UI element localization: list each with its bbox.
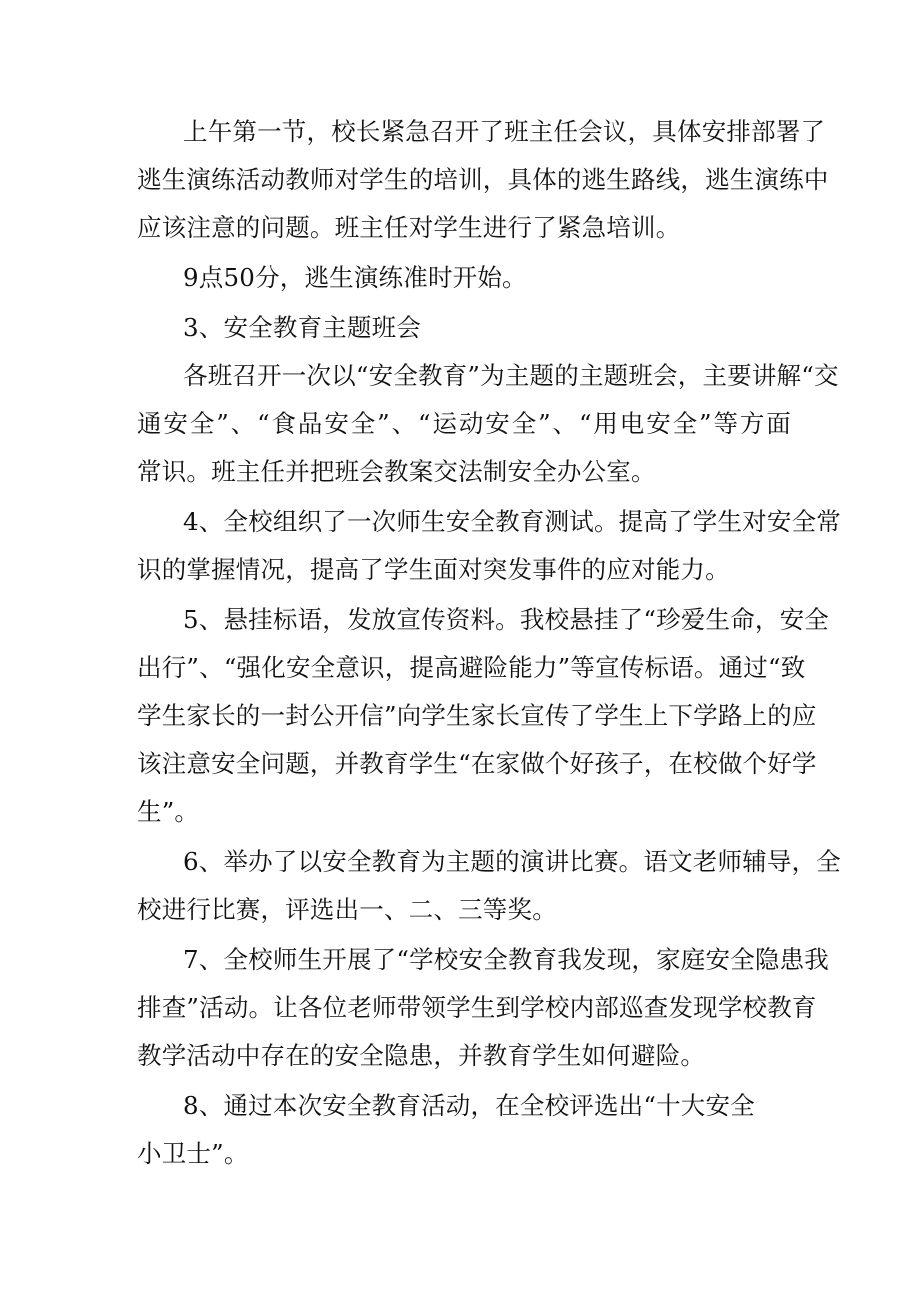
paragraph-6-line-2: 出行”、“强化安全意识，提高避险能力”等宣传标语。通过“致 bbox=[137, 653, 806, 682]
paragraph-4-line-1: 各班召开一次以“安全教育”为主题的主题班会，主要讲解“交 bbox=[183, 361, 839, 390]
paragraph-5-line-1: 4、全校组织了一次师生安全教育测试。提高了学生对安全常 bbox=[183, 507, 841, 536]
paragraph-1-line-2: 逃生演练活动教师对学生的培训，具体的逃生路线，逃生演练中 bbox=[137, 165, 829, 194]
paragraph-6-line-3: 学生家长的一封公开信”向学生家长宣传了学生上下学路上的应 bbox=[137, 701, 817, 730]
section-heading-3: 3、安全教育主题班会 bbox=[183, 313, 422, 342]
paragraph-5-line-2: 识的掌握情况，提高了学生面对突发事件的应对能力。 bbox=[137, 555, 730, 584]
paragraph-7-line-2: 校进行比赛，评选出一、二、三等奖。 bbox=[137, 895, 557, 924]
paragraph-6-line-5: 生”。 bbox=[137, 797, 200, 826]
paragraph-8-line-3: 教学活动中存在的安全隐患，并教育学生如何避险。 bbox=[137, 1041, 706, 1070]
paragraph-8-line-2: 排查”活动。让各位老师带领学生到学校内部巡查发现学校教育 bbox=[137, 993, 817, 1022]
paragraph-4-line-3: 常识。班主任并把班会教案交法制安全办公室。 bbox=[137, 457, 656, 486]
paragraph-1-line-1: 上午第一节，校长紧急召开了班主任会议，具体安排部署了 bbox=[183, 117, 826, 146]
paragraph-7-line-1: 6、举办了以安全教育为主题的演讲比赛。语文老师辅导，全 bbox=[183, 847, 841, 876]
paragraph-2-line-1: 9点50分，逃生演练准时开始。 bbox=[183, 263, 527, 292]
paragraph-4-line-2: 通安全”、“食品安全”、“运动安全”、“用电安全”等方面 bbox=[137, 409, 791, 438]
paragraph-6-line-4: 该注意安全问题，并教育学生“在家做个好孩子，在校做个好学 bbox=[137, 749, 817, 778]
paragraph-9-line-2: 小卫士”。 bbox=[137, 1139, 249, 1168]
paragraph-9-line-1: 8、通过本次安全教育活动，在全校评选出“十大安全 bbox=[183, 1091, 755, 1120]
paragraph-8-line-1: 7、全校师生开展了“学校安全教育我发现，家庭安全隐患我 bbox=[183, 945, 830, 974]
paragraph-6-line-1: 5、悬挂标语，发放宣传资料。我校悬挂了“珍爱生命，安全 bbox=[183, 605, 830, 634]
paragraph-1-line-3: 应该注意的问题。班主任对学生进行了紧急培训。 bbox=[137, 213, 681, 242]
